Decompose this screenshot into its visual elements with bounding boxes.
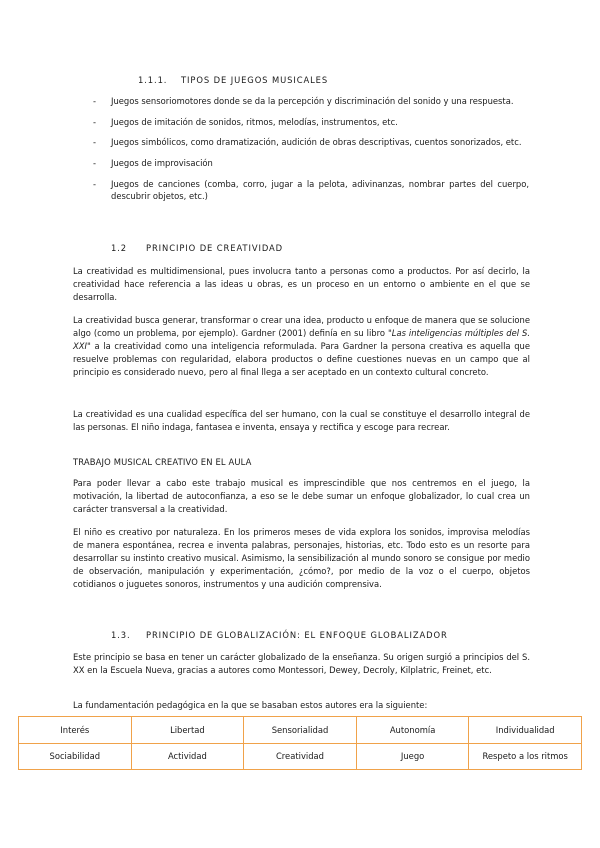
- table-cell: Actividad: [131, 743, 244, 770]
- table-cell: Libertad: [131, 717, 244, 744]
- table-cell: Respeto a los ritmos: [469, 743, 582, 770]
- paragraph-gardner: La creatividad busca generar, transformar o crear una idea, producto u enfoque de manera que se solucione algo (como un problema, por ejemplo). Gardner (2001) definía en su libro "Las inteligencias múltiples del S. XXI" a la creatividad como una inteligencia reformulada. Para Gardner la persona creativa es aquella que resuelve problemas con regularidad, elabora productos o define cuestiones nuevas en un campo que al principio es considerado nuevo, pero al final llega a ser aceptado en un contexto cultural concreto.: [73, 315, 530, 377]
- heading-creatividad: [111, 243, 283, 253]
- list-item: - Juegos simbólicos, como dramatización, audición de obras descriptivas, cuentos sonorizados, etc.: [93, 137, 522, 148]
- juegos-list: [93, 95, 529, 211]
- table-cell: Sensorialidad: [244, 717, 357, 744]
- heading-title: PRINCIPIO DE GLOBALIZACIÓN: EL ENFOQUE GLOBALIZADOR: [146, 630, 448, 640]
- paragraph: El niño es creativo por naturaleza. En los primeros meses de vida explora los sonidos, improvisa melodías de manera espontánea, recrea e inventa palabras, personajes, historias, etc. Todo esto es un resorte para desarrollar su instinto creativo musical. Asimismo, la sensibilización al mundo sonoro se consigue por medio de observación, manipulación y experimentación, ¿cómo?, por medio de la voz o el cuerpo, objetos cotidianos o juguetes sonoros, instrumentos y una audición comprensiva.: [73, 527, 530, 589]
- heading-number: 1.2: [111, 243, 128, 253]
- table-cell: Interés: [19, 717, 132, 744]
- paragraph: Para poder llevar a cabo este trabajo musical es imprescindible que nos centremos en el juego, la motivación, la libertad de autoconfianza, a eso se le debe sumar un enfoque globalizador, lo cual crea un carácter transversal a la creatividad.: [73, 478, 530, 514]
- list-item: - Juegos de canciones (comba, corro, jugar a la pelota, adivinanzas, nombrar partes del cuerpo, descubrir objetos, etc.): [93, 178, 529, 202]
- table-cell: Autonomía: [356, 717, 469, 744]
- table-row: [19, 743, 582, 770]
- heading-title: TIPOS DE JUEGOS MUSICALES: [181, 75, 329, 85]
- list-item: - Juegos de imitación de sonidos, ritmos, melodías, instrumentos, etc.: [93, 116, 398, 127]
- pedagogical-table: [18, 716, 582, 770]
- paragraph: La creatividad es multidimensional, pues involucra tanto a personas como a productos. Por así decirlo, la creatividad hace referencia a las ideas u obras, es un proceso en un entorno o ambiente en el que se desarrolla.: [73, 266, 530, 302]
- table-row: [19, 717, 582, 744]
- heading-number: 1.1.1.: [138, 75, 168, 85]
- heading-title: PRINCIPIO DE CREATIVIDAD: [146, 243, 284, 253]
- heading-globalizacion: [111, 630, 448, 640]
- table-cell: Creatividad: [244, 743, 357, 770]
- paragraph: La creatividad es una cualidad específica del ser humano, con la cual se constituye el desarrollo integral de las personas. El niño indaga, fantasea e inventa, ensaya y rectifica y escoge para recrear.: [73, 409, 530, 432]
- heading-number: 1.3.: [111, 630, 131, 640]
- heading-tipos-juegos: [138, 75, 328, 85]
- book-title: "Las inteligencias múltiples del S. XXI": [73, 327, 530, 351]
- table-cell: Individualidad: [469, 717, 582, 744]
- table-cell: Juego: [356, 743, 469, 770]
- paragraph: Este principio se basa en tener un carácter globalizado de la enseñanza. Su origen surgió a principios del S. XX en la Escuela Nueva, gracias a autores como Montessori, Dewey, Decroly, Kilplatric, Freinet, etc.: [73, 652, 530, 675]
- table-cell: Sociabilidad: [19, 743, 132, 770]
- list-item: - Juegos de improvisación: [93, 158, 213, 169]
- paragraph: La fundamentación pedagógica en la que se basaban estos autores era la siguiente:: [73, 700, 428, 710]
- subheading-trabajo-musical: TRABAJO MUSICAL CREATIVO EN EL AULA: [73, 457, 252, 467]
- list-item: - Juegos sensoriomotores donde se da la percepción y discriminación del sonido y una respuesta.: [93, 96, 514, 106]
